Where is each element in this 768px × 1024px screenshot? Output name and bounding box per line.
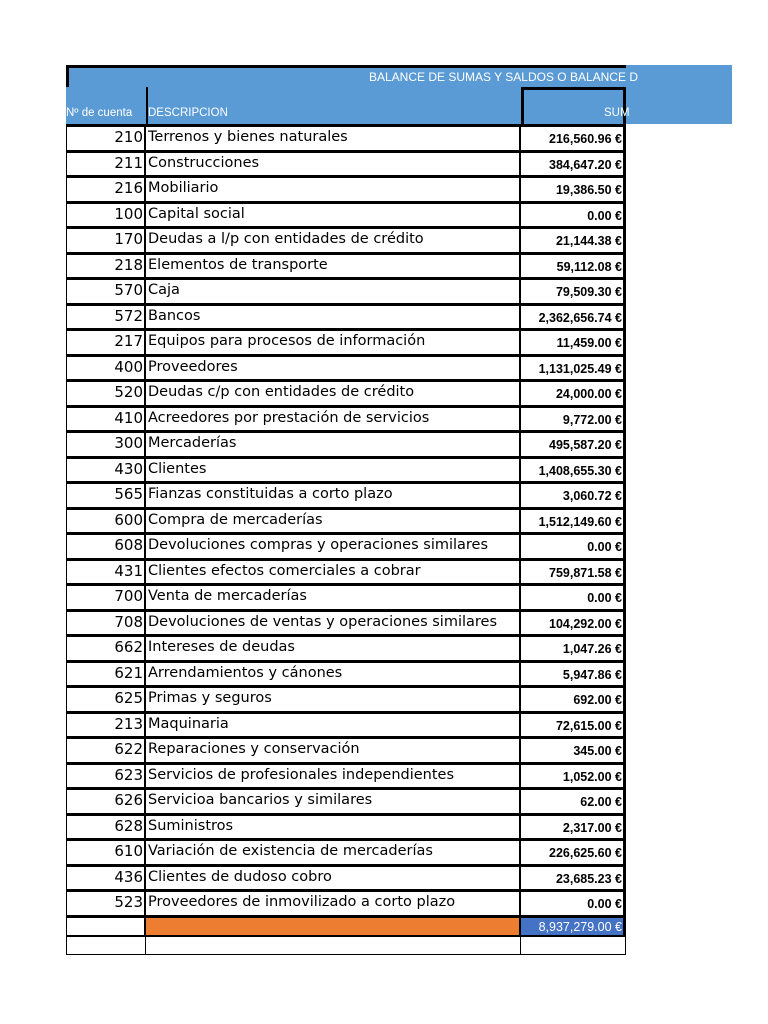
table-row	[66, 813, 626, 839]
sum-cell[interactable]: 2,317.00 €	[521, 816, 626, 839]
sum-cell[interactable]: 19,386.50 €	[521, 178, 626, 201]
table-row	[66, 532, 626, 558]
table-row	[66, 481, 626, 507]
header-description: DESCRIPCION	[148, 107, 228, 119]
table-row	[66, 303, 626, 329]
sum-cell[interactable]: 226,625.60 €	[521, 841, 626, 864]
empty-row	[66, 937, 626, 955]
sum-cell[interactable]: 5,947.86 €	[521, 663, 626, 686]
header-sum: SUM	[604, 107, 630, 119]
description-cell[interactable]: Servicios de profesionales independientes	[146, 765, 521, 788]
table-row	[66, 634, 626, 660]
account-number-cell[interactable]: 431	[66, 561, 146, 584]
table-row	[66, 558, 626, 584]
description-cell[interactable]: Intereses de deudas	[146, 637, 521, 660]
table-row	[66, 354, 626, 380]
account-number-cell[interactable]: 622	[66, 739, 146, 762]
sum-cell[interactable]: 9,772.00 €	[521, 408, 626, 431]
sum-cell[interactable]: 72,615.00 €	[521, 714, 626, 737]
description-cell[interactable]: Construcciones	[146, 153, 521, 176]
table-row	[66, 838, 626, 864]
description-cell[interactable]: Clientes efectos comerciales a cobrar	[146, 561, 521, 584]
description-cell[interactable]: Arrendamientos y cánones	[146, 663, 521, 686]
account-number-cell[interactable]: 170	[66, 229, 146, 252]
account-number-cell[interactable]: 570	[66, 280, 146, 303]
account-number-cell[interactable]: 430	[66, 459, 146, 482]
account-number-cell[interactable]: 520	[66, 382, 146, 405]
table-row	[66, 201, 626, 227]
account-number-cell[interactable]: 600	[66, 510, 146, 533]
table-row	[66, 787, 626, 813]
description-cell[interactable]: Mercaderías	[146, 433, 521, 456]
table-row	[66, 430, 626, 456]
account-number-cell[interactable]: 608	[66, 535, 146, 558]
account-number-cell[interactable]: 700	[66, 586, 146, 609]
sum-cell[interactable]: 23,685.23 €	[521, 867, 626, 890]
description-cell[interactable]: Maquinaria	[146, 714, 521, 737]
title-band	[66, 65, 732, 87]
table-row	[66, 150, 626, 176]
sum-cell[interactable]: 1,131,025.49 €	[521, 357, 626, 380]
account-number-cell[interactable]: 610	[66, 841, 146, 864]
table-row	[66, 507, 626, 533]
table-row	[66, 379, 626, 405]
table-row	[66, 583, 626, 609]
sum-cell[interactable]: 759,871.58 €	[521, 561, 626, 584]
account-number-cell[interactable]: 216	[66, 178, 146, 201]
account-number-cell[interactable]: 217	[66, 331, 146, 354]
description-cell[interactable]: Devoluciones compras y operaciones similares	[146, 535, 521, 558]
account-number-cell[interactable]: 300	[66, 433, 146, 456]
description-cell[interactable]: Terrenos y bienes naturales	[146, 127, 521, 150]
table-row	[66, 456, 626, 482]
sum-cell[interactable]: 0.00 €	[521, 892, 626, 915]
description-cell[interactable]: Primas y seguros	[146, 688, 521, 711]
account-number-cell[interactable]: 410	[66, 408, 146, 431]
account-number-cell[interactable]: 708	[66, 612, 146, 635]
header-row	[66, 87, 732, 124]
description-cell[interactable]: Elementos de transporte	[146, 255, 521, 278]
description-cell[interactable]: Compra de mercaderías	[146, 510, 521, 533]
table-row	[66, 864, 626, 890]
table-row	[66, 252, 626, 278]
header-sum-cell	[521, 87, 630, 124]
header-account-number: Nº de cuenta	[66, 107, 133, 119]
account-number-cell[interactable]: 628	[66, 816, 146, 839]
description-cell[interactable]: Deudas a l/p con entidades de crédito	[146, 229, 521, 252]
description-cell[interactable]: Variación de existencia de mercaderías	[146, 841, 521, 864]
account-number-cell[interactable]: 211	[66, 153, 146, 176]
description-cell[interactable]: Clientes de dudoso cobro	[146, 867, 521, 890]
description-cell[interactable]: Bancos	[146, 306, 521, 329]
account-number-cell[interactable]: 436	[66, 867, 146, 890]
description-cell[interactable]: Venta de mercaderías	[146, 586, 521, 609]
sum-cell[interactable]: 692.00 €	[521, 688, 626, 711]
table-row	[66, 405, 626, 431]
sum-cell[interactable]: 1,408,655.30 €	[521, 459, 626, 482]
sheet-title: BALANCE DE SUMAS Y SALDOS O BALANCE D	[369, 70, 638, 84]
table-row	[66, 762, 626, 788]
total-sum-cell[interactable]: 8,937,279.00 €	[521, 918, 626, 935]
sum-cell[interactable]: 11,459.00 €	[521, 331, 626, 354]
table-row	[66, 685, 626, 711]
sum-cell[interactable]: 21,144.38 €	[521, 229, 626, 252]
description-cell[interactable]: Suministros	[146, 816, 521, 839]
account-number-cell[interactable]: 400	[66, 357, 146, 380]
description-cell[interactable]: Proveedores de inmovilizado a corto plazo	[146, 892, 521, 915]
description-cell[interactable]: Deudas c/p con entidades de crédito	[146, 382, 521, 405]
sum-cell[interactable]: 0.00 €	[521, 204, 626, 227]
empty-cell[interactable]	[521, 937, 626, 954]
sum-cell[interactable]: 0.00 €	[521, 586, 626, 609]
account-number-cell[interactable]: 565	[66, 484, 146, 507]
balance-table	[66, 124, 626, 955]
account-number-cell[interactable]: 572	[66, 306, 146, 329]
table-row	[66, 226, 626, 252]
description-cell[interactable]: Capital social	[146, 204, 521, 227]
sum-cell[interactable]: 24,000.00 €	[521, 382, 626, 405]
account-number-cell[interactable]: 662	[66, 637, 146, 660]
table-row	[66, 736, 626, 762]
description-cell[interactable]: Fianzas constituidas a corto plazo	[146, 484, 521, 507]
sum-cell[interactable]: 104,292.00 €	[521, 612, 626, 635]
table-row	[66, 175, 626, 201]
sum-cell[interactable]: 1,047.26 €	[521, 637, 626, 660]
total-orange-cell[interactable]	[146, 918, 521, 935]
sum-cell[interactable]: 3,060.72 €	[521, 484, 626, 507]
sum-cell[interactable]: 384,647.20 €	[521, 153, 626, 176]
account-number-cell[interactable]: 623	[66, 765, 146, 788]
sum-cell[interactable]: 345.00 €	[521, 739, 626, 762]
table-row	[66, 711, 626, 737]
sum-cell[interactable]: 2,362,656.74 €	[521, 306, 626, 329]
account-number-cell[interactable]: 210	[66, 127, 146, 150]
sum-cell[interactable]: 59,112.08 €	[521, 255, 626, 278]
description-cell[interactable]: Acreedores por prestación de servicios	[146, 408, 521, 431]
table-row	[66, 124, 626, 150]
sum-cell[interactable]: 79,509.30 €	[521, 280, 626, 303]
sum-cell[interactable]: 62.00 €	[521, 790, 626, 813]
total-row	[66, 915, 626, 937]
empty-cell[interactable]	[146, 937, 521, 954]
account-number-cell[interactable]: 100	[66, 204, 146, 227]
table-row	[66, 277, 626, 303]
account-number-cell[interactable]: 626	[66, 790, 146, 813]
description-cell[interactable]: Mobiliario	[146, 178, 521, 201]
sum-cell[interactable]: 1,512,149.60 €	[521, 510, 626, 533]
description-cell[interactable]: Reparaciones y conservación	[146, 739, 521, 762]
table-row	[66, 609, 626, 635]
sum-cell[interactable]: 0.00 €	[521, 535, 626, 558]
description-cell[interactable]: Devoluciones de ventas y operaciones similares	[146, 612, 521, 635]
description-cell[interactable]: Proveedores	[146, 357, 521, 380]
account-number-cell[interactable]: 621	[66, 663, 146, 686]
table-row	[66, 328, 626, 354]
description-cell[interactable]: Equipos para procesos de información	[146, 331, 521, 354]
total-label-cell[interactable]	[66, 918, 146, 935]
account-number-cell[interactable]: 625	[66, 688, 146, 711]
sum-cell[interactable]: 216,560.96 €	[521, 127, 626, 150]
description-cell[interactable]: Caja	[146, 280, 521, 303]
account-number-cell[interactable]: 218	[66, 255, 146, 278]
table-row	[66, 660, 626, 686]
table-row	[66, 889, 626, 915]
sum-cell[interactable]: 495,587.20 €	[521, 433, 626, 456]
sum-cell[interactable]: 1,052.00 €	[521, 765, 626, 788]
description-cell[interactable]: Clientes	[146, 459, 521, 482]
description-cell[interactable]: Servicioa bancarios y similares	[146, 790, 521, 813]
account-number-cell[interactable]: 213	[66, 714, 146, 737]
account-number-cell[interactable]: 523	[66, 892, 146, 915]
empty-cell[interactable]	[66, 937, 146, 954]
